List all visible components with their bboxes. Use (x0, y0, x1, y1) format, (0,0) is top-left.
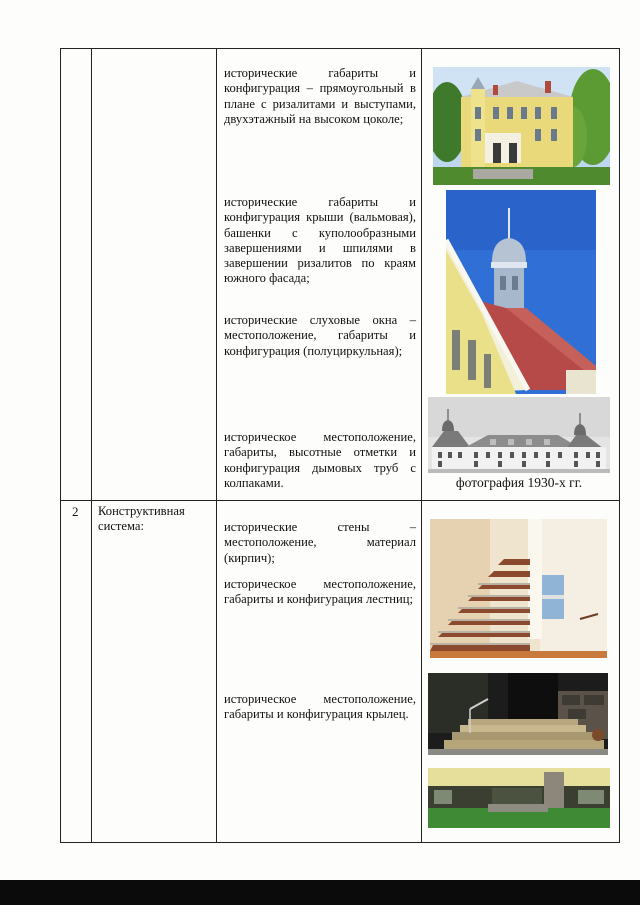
table-border-right (619, 48, 620, 843)
table-column-divider-2 (216, 48, 217, 843)
table-column-divider-1 (91, 48, 92, 843)
row2-item-stairs: историческое местоположение, габариты и конфигурация лестниц; (224, 577, 416, 607)
photo-exterior-plinth (428, 768, 610, 828)
table-border-bottom (60, 842, 620, 843)
table-row-divider (60, 500, 620, 501)
row1-item-roof: исторические габариты и конфигурация крыши (вальмовая), башенки с куполообразными завершениями и шпилями в завершении ризалитов по краям южного фасада; (224, 195, 416, 286)
row1-item-volume: исторические габариты и конфигурация – прямоугольный в плане с ризалитами и выступами, двухэтажный на высоком цоколе; (224, 66, 416, 126)
row2-element-label: Конструктивная система: (98, 504, 185, 533)
photo-caption-1930s: фотография 1930-х гг. (455, 475, 583, 490)
row2-item-walls: исторические стены – местоположение, материал (кирпич); (224, 520, 416, 565)
photo-building-facade (433, 67, 610, 185)
photo-tower-spire (446, 190, 596, 394)
row1-item-dormers: исторические слуховые окна – местоположение, габариты и конфигурация (полуциркульная); (224, 313, 416, 358)
row2-number: 2 (72, 504, 79, 519)
row1-item-chimneys: историческое местоположение, габариты, высотные отметки и конфигурация дымовых труб с колпаками. (224, 430, 416, 490)
row2-item-porches: историческое местоположение, габариты и конфигурация крылец. (224, 692, 416, 722)
table-column-divider-3 (421, 48, 422, 843)
table-border-top (60, 48, 620, 49)
photo-historical-1930s (428, 397, 610, 473)
photo-interior-staircase (430, 519, 607, 658)
photo-porch-steps (428, 673, 608, 755)
scan-bottom-edge (0, 880, 640, 905)
table-border-left (60, 48, 61, 843)
